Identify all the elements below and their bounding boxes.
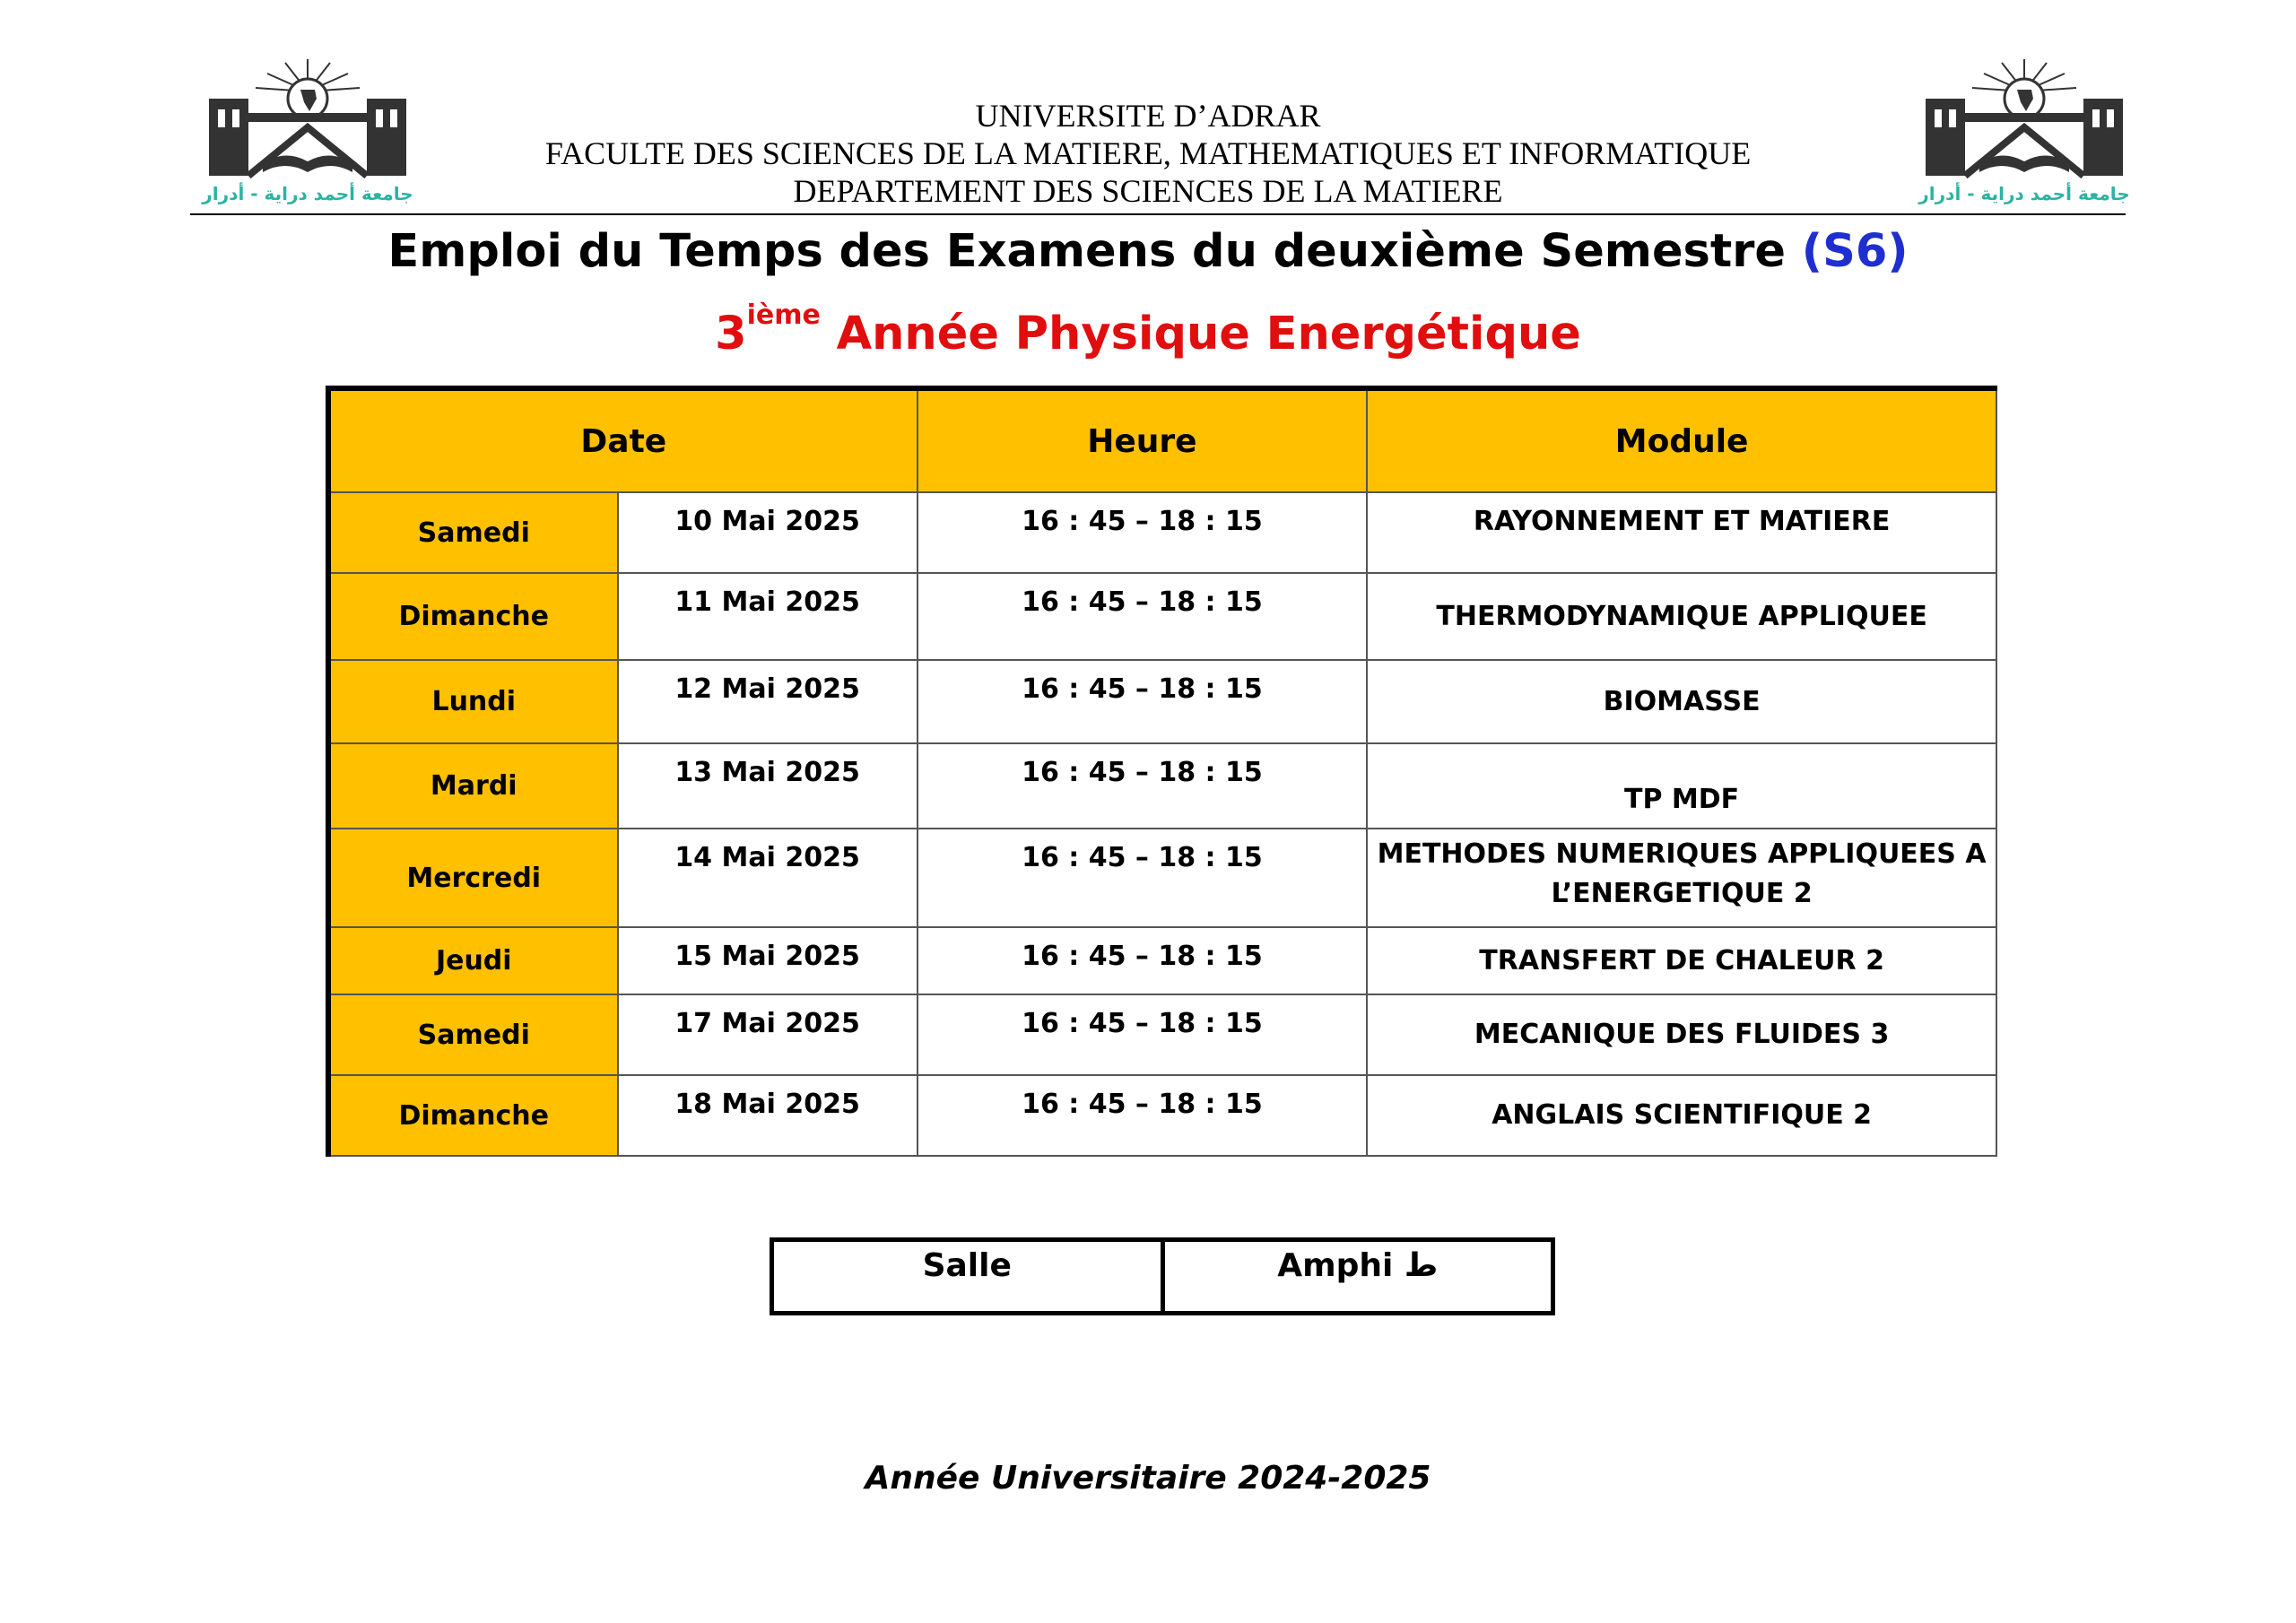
- page-subtitle: [0, 299, 2296, 366]
- time-cell: 16 : 45 – 18 : 15: [918, 492, 1368, 573]
- module-cell: TRANSFERT DE CHALEUR 2: [1367, 927, 1996, 994]
- day-cell: Samedi: [328, 994, 618, 1075]
- institution-header: [0, 97, 2296, 210]
- faculty-name: FACULTE DES SCIENCES DE LA MATIERE, MATHEMATIQUES ET INFORMATIQUE: [544, 135, 1752, 171]
- column-header-module: Module: [1367, 388, 1996, 492]
- table-row: [328, 492, 1996, 573]
- module-cell: RAYONNEMENT ET MATIERE: [1367, 492, 1996, 573]
- table-row: [328, 829, 1996, 927]
- table-row: [328, 743, 1996, 829]
- day-cell: Mercredi: [328, 829, 618, 927]
- page-title: [0, 221, 2296, 283]
- room-value: Amphi ط: [1162, 1240, 1553, 1314]
- exam-schedule-table: [326, 386, 1997, 1157]
- column-header-date: Date: [328, 388, 918, 492]
- module-cell: ANGLAIS SCIENTIFIQUE 2: [1367, 1075, 1996, 1156]
- table-row: [328, 660, 1996, 743]
- university-name: UNIVERSITE D’ADRAR: [975, 98, 1321, 134]
- column-header-time: Heure: [918, 388, 1368, 492]
- date-cell: 15 Mai 2025: [618, 927, 918, 994]
- time-cell: 16 : 45 – 18 : 15: [918, 927, 1368, 994]
- logo-caption: جامعة أحمد دراية - أدرار: [1918, 183, 2130, 204]
- table-header-row: [328, 388, 1996, 492]
- year-number: 3: [715, 308, 747, 360]
- module-cell: TP MDF: [1367, 743, 1996, 829]
- time-cell: 16 : 45 – 18 : 15: [918, 1075, 1368, 1156]
- academic-year-footer: Année Universitaire 2024-2025: [865, 1460, 1431, 1497]
- table-row: [328, 1075, 1996, 1156]
- semester-label: (S6): [1801, 225, 1909, 278]
- date-cell: 11 Mai 2025: [618, 573, 918, 660]
- module-cell: BIOMASSE: [1367, 660, 1996, 743]
- time-cell: 16 : 45 – 18 : 15: [918, 743, 1368, 829]
- program-name: Année Physique Energétique: [836, 308, 1581, 360]
- day-cell: Lundi: [328, 660, 618, 743]
- date-cell: 17 Mai 2025: [618, 994, 918, 1075]
- table-row: [328, 573, 1996, 660]
- time-cell: 16 : 45 – 18 : 15: [918, 660, 1368, 743]
- date-cell: 18 Mai 2025: [618, 1075, 918, 1156]
- title-text: Emploi du Temps des Examens du deuxième Semestre: [387, 225, 1787, 278]
- header-divider: [190, 213, 2126, 215]
- logo-caption: جامعة أحمد دراية - أدرار: [202, 183, 413, 204]
- time-cell: 16 : 45 – 18 : 15: [918, 573, 1368, 660]
- room-row: [772, 1240, 1553, 1314]
- module-cell: METHODES NUMERIQUES APPLIQUEES A L’ENERGETIQUE 2: [1367, 829, 1996, 927]
- day-cell: Samedi: [328, 492, 618, 573]
- department-name: DEPARTEMENT DES SCIENCES DE LA MATIERE: [793, 173, 1503, 209]
- table-row: [328, 927, 1996, 994]
- module-cell: THERMODYNAMIQUE APPLIQUEE: [1367, 573, 1996, 660]
- day-cell: Mardi: [328, 743, 618, 829]
- date-cell: 13 Mai 2025: [618, 743, 918, 829]
- year-ordinal: ième: [746, 299, 821, 331]
- module-cell: MECANIQUE DES FLUIDES 3: [1367, 994, 1996, 1075]
- day-cell: Dimanche: [328, 1075, 618, 1156]
- date-cell: 10 Mai 2025: [618, 492, 918, 573]
- room-table: [770, 1237, 1555, 1315]
- room-label: Salle: [772, 1240, 1163, 1314]
- day-cell: Dimanche: [328, 573, 618, 660]
- table-row: [328, 994, 1996, 1075]
- date-cell: 12 Mai 2025: [618, 660, 918, 743]
- date-cell: 14 Mai 2025: [618, 829, 918, 927]
- day-cell: Jeudi: [328, 927, 618, 994]
- time-cell: 16 : 45 – 18 : 15: [918, 994, 1368, 1075]
- time-cell: 16 : 45 – 18 : 15: [918, 829, 1368, 927]
